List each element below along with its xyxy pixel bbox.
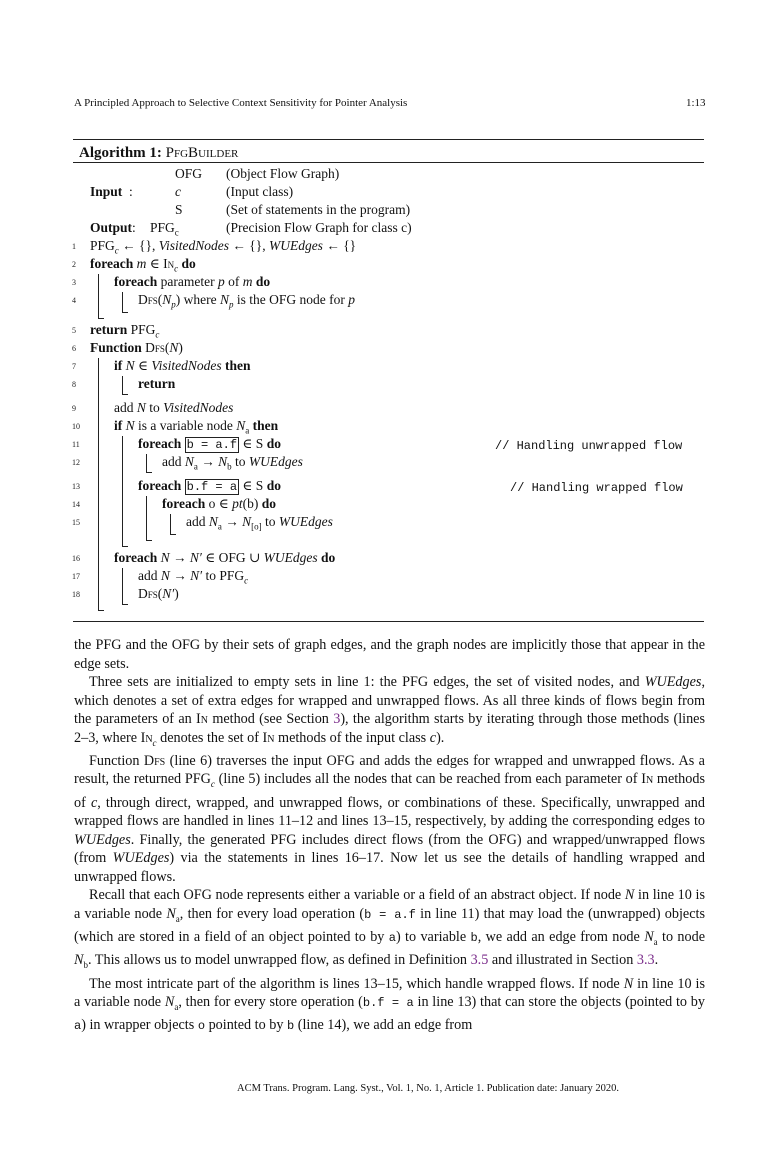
body-text: [74, 636, 705, 1036]
line-number: 10: [72, 422, 80, 431]
paragraph-5: The most intricate part of the algorithm is lines 13–15, which handle wrapped flows. If node N in line 10 is a variable node $N_a$, then for every store operation (b.f = a in line 13) that can store the objects (pointed to by a) in wrapper objects o pointed to by b (line 14), we add an edge from: [74, 975, 705, 1034]
line-number: 1: [72, 242, 76, 251]
block-bar: [146, 454, 147, 472]
line-number: 16: [72, 554, 80, 563]
input-label: Input :: [90, 184, 133, 199]
output-desc: (Precision Flow Graph for class c): [226, 220, 412, 235]
line-number: 12: [72, 458, 80, 467]
line-number: 4: [72, 296, 76, 305]
block-foot: [122, 394, 128, 395]
algorithm-bottom-rule: [73, 621, 704, 622]
line-number: 8: [72, 380, 76, 389]
algo-line-12: add $N_a \to N_b$ to WUEdges: [162, 454, 303, 472]
page-number: 1:13: [686, 97, 706, 109]
block-foot: [122, 604, 128, 605]
algo-line-11: foreach b = a.f ∈ S do: [138, 436, 281, 452]
section-link[interactable]: 3: [333, 711, 341, 727]
block-foot: [98, 318, 104, 319]
input-ofg: OFG: [175, 166, 203, 181]
algo-line-9: add N to VisitedNodes: [114, 400, 234, 415]
paragraph-2: Three sets are initialized to empty sets in line 1: the PFG edges, the set of visited nodes, and WUEdges, which denotes a set of extra edges for wrapped and unwrapped flows. As all three kinds of flows begin from the parameters of an In method (see Section 3), the algorithm starts by iterating through those methods (lines 2–3, where $In_c$ denotes the set of In methods of the input class c).: [74, 674, 706, 748]
running-title: A Principled Approach to Selective Context Sensitivity for Pointer Analysis: [74, 97, 408, 109]
algo-line-15: add $N_a \to N_{[o]}$ to WUEdges: [186, 514, 333, 532]
paragraph-1: the PFG and the OFG by their sets of graph edges, and the graph nodes are implicitly those that appear in the edge sets.: [74, 637, 705, 672]
input-s: S: [175, 202, 183, 217]
algo-line-14: foreach o ∈ pt(b) do: [162, 496, 277, 511]
line-number: 2: [72, 260, 76, 269]
paragraph-4: Recall that each OFG node represents either a variable or a field of an abstract object. If node N in line 10 is a variable node $N_a$, then for every load operation (b = a.f in line 11) that may load the (unwrapped) objects (which are stored in a field of an object pointed to by a) to variable b, we add an edge from node $N_a$ to node $N_b$. This allows us to model unwrapped flow, as defined in Definition 3.5 and illustrated in Section 3.3.: [74, 887, 706, 971]
algo-line-17: add N → N′ to $PFG_c$: [138, 568, 249, 586]
algo-line-5: return $PFG_c$: [90, 322, 160, 340]
definition-link[interactable]: 3.5: [470, 952, 489, 969]
algo-line-10: if N is a variable node $N_a$ then: [114, 418, 279, 436]
output-pfg: $PFG_c$: [150, 220, 179, 238]
line-number: 7: [72, 362, 76, 371]
algo-line-1: $PFG_c$ ← {}, VisitedNodes ← {}, WUEdges ← {}: [90, 238, 357, 256]
block-bar: [122, 436, 123, 546]
algorithm-title-rule: [73, 162, 704, 163]
block-foot: [122, 312, 128, 313]
block-foot: [170, 534, 176, 535]
block-foot: [146, 472, 152, 473]
algo-line-2: foreach m ∈ $In_c$ do: [90, 256, 196, 274]
line-number: 3: [72, 278, 76, 287]
block-bar: [146, 496, 147, 540]
comment-wrapped: // Handling wrapped flow: [510, 481, 683, 495]
block-bar: [122, 376, 123, 394]
algorithm-title: [79, 145, 238, 162]
line-number: 13: [72, 482, 80, 491]
algo-line-7: if N ∈ VisitedNodes then: [114, 358, 251, 373]
block-bar: [98, 358, 99, 610]
block-foot: [146, 540, 152, 541]
input-ofg-desc: (Object Flow Graph): [226, 166, 340, 181]
line-number: 5: [72, 326, 76, 335]
algo-line-6: Function Dfs(N): [90, 340, 183, 355]
algo-line-18: Dfs(N′): [138, 586, 179, 601]
input-s-desc: (Set of statements in the program): [226, 202, 411, 217]
line-number: 18: [72, 590, 80, 599]
line-number: 14: [72, 500, 80, 509]
input-c-desc: (Input class): [226, 184, 294, 199]
block-bar: [170, 514, 171, 534]
output-label: Output:: [90, 220, 136, 235]
line-number: 9: [72, 404, 76, 413]
input-c: c: [175, 184, 181, 199]
algo-line-4: $Dfs(N_p)$ where $N_p$ is the OFG node for p: [138, 292, 356, 310]
block-foot: [122, 546, 128, 547]
block-bar: [122, 568, 123, 604]
line-number: 17: [72, 572, 80, 581]
section-link[interactable]: 3.3: [636, 952, 655, 969]
algorithm-label: Algorithm 1:: [79, 145, 162, 161]
line-number: 6: [72, 344, 76, 353]
algo-line-8: return: [138, 376, 176, 391]
footer: ACM Trans. Program. Lang. Syst., Vol. 1, No. 1, Article 1. Publication date: January 2020.: [237, 1083, 619, 1094]
algorithm-top-rule: [73, 139, 704, 140]
algo-line-13: foreach b.f = a ∈ S do: [138, 478, 281, 494]
line-number: 15: [72, 518, 80, 527]
algo-line-3: foreach parameter p of m do: [114, 274, 271, 289]
paragraph-3: Function Dfs (line 6) traverses the input OFG and adds the edges for wrapped and unwrapped flows. As a result, the returned $PFG_c$ (line 5) includes all the nodes that can be reached from each parameter of In methods of c, through direct, wrapped, and unwrapped flows, or combinations of these. Specifically, unwrapped and wrapped flows are handled in lines 11–12 and lines 13–15, respectively, by adding the corresponding edges to WUEdges. Finally, the generated PFG includes direct flows (from the OFG) and wrapped/unwrapped flows (from WUEdges) via the statements in lines 16–17. Now let us see the details of handling wrapped and unwrapped flows.: [74, 752, 705, 885]
block-bar: [98, 274, 99, 318]
block-bar: [122, 292, 123, 312]
algo-line-16: foreach N → N′ ∈ OFG ∪ WUEdges do: [114, 550, 336, 565]
comment-unwrapped: // Handling unwrapped flow: [495, 439, 683, 453]
algorithm-name: PfgBuilder: [165, 145, 239, 161]
line-number: 11: [72, 440, 80, 449]
block-foot: [98, 610, 104, 611]
